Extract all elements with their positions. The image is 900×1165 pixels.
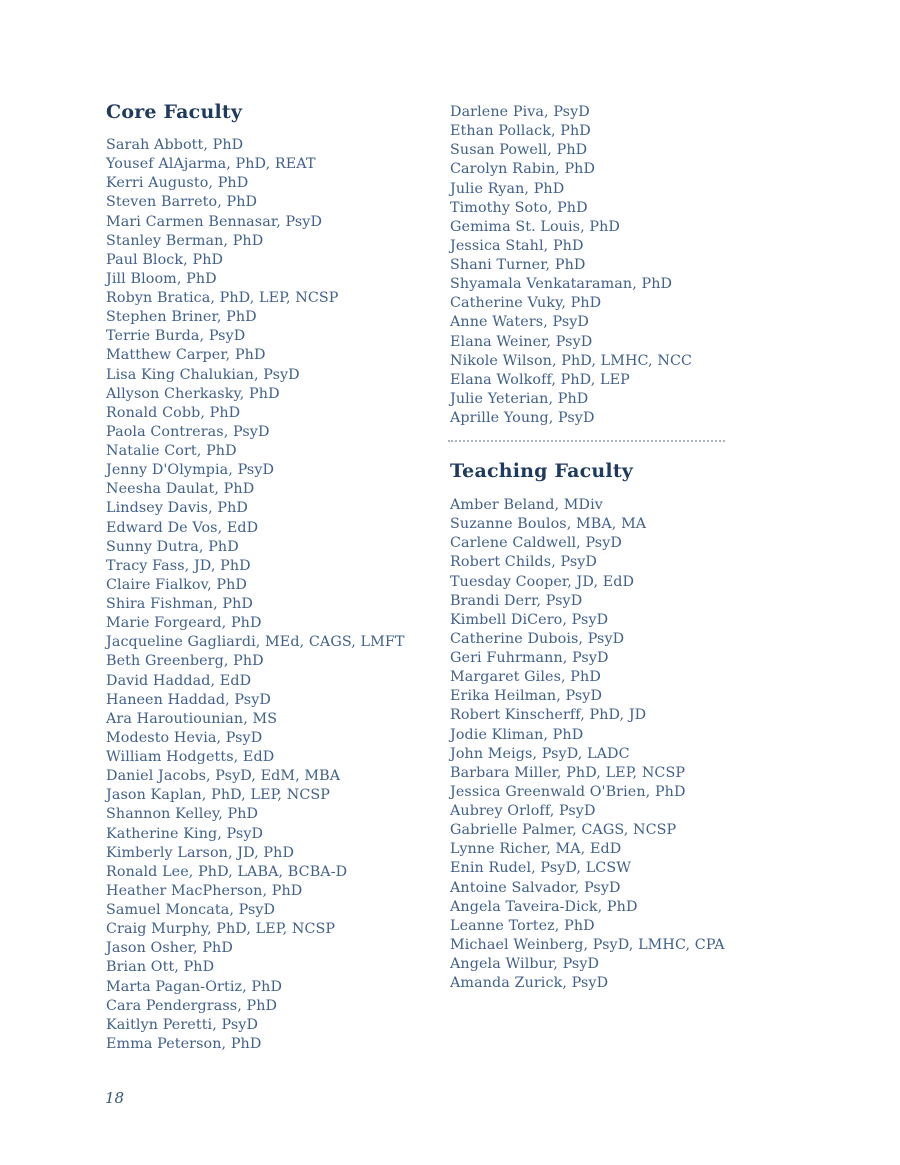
faculty-list-item: Emma Peterson, PhD [106, 1035, 262, 1052]
faculty-list-item: Ethan Pollack, PhD [450, 123, 591, 140]
faculty-list-item: Catherine Dubois, PsyD [450, 630, 625, 647]
faculty-list-item: Gabrielle Palmer, CAGS, NCSP [450, 822, 677, 839]
faculty-list-item: Jacqueline Gagliardi, MEd, CAGS, LMFT [106, 634, 405, 651]
faculty-list-item: Jill Bloom, PhD [106, 270, 217, 287]
faculty-list-item: Katherine King, PsyD [106, 825, 264, 842]
faculty-list-item: Robert Kinscherff, PhD, JD [450, 707, 647, 724]
faculty-list-item: Haneen Haddad, PsyD [106, 691, 271, 708]
faculty-list-item: Stanley Berman, PhD [106, 232, 264, 249]
faculty-list-item: Sunny Dutra, PhD [106, 538, 239, 555]
faculty-list-item: Matthew Carper, PhD [106, 347, 266, 364]
faculty-list-item: Angela Wilbur, PsyD [450, 956, 600, 972]
faculty-list-item: Kimbell DiCero, PsyD [450, 611, 609, 628]
page-number: 18 [105, 1089, 125, 1107]
faculty-list-item: Neesha Daulat, PhD [106, 481, 255, 498]
faculty-list-item: Terrie Burda, PsyD [106, 328, 246, 345]
faculty-list-item: Suzanne Boulos, MBA, MA [450, 516, 647, 533]
faculty-list-item: Kaitlyn Peretti, PsyD [106, 1016, 259, 1033]
faculty-list-item: David Haddad, EdD [106, 672, 252, 689]
faculty-list-item: Enin Rudel, PsyD, LCSW [450, 860, 632, 877]
faculty-list-item: Geri Fuhrmann, PsyD [450, 650, 609, 666]
faculty-list-item: Stephen Briner, PhD [106, 309, 257, 326]
faculty-list-item: Ara Haroutiounian, MS [106, 710, 278, 727]
faculty-list-item: Ronald Lee, PhD, LABA, BCBA-D [106, 863, 348, 880]
faculty-list-item: Margaret Giles, PhD [450, 669, 601, 686]
faculty-list-item: Brian Ott, PhD [106, 959, 215, 976]
faculty-list-item: Julie Yeterian, PhD [450, 390, 589, 407]
faculty-list-item: Elana Wolkoff, PhD, LEP [450, 371, 630, 388]
faculty-list-item: Timothy Soto, PhD [450, 199, 588, 216]
faculty-list-item: Marie Forgeard, PhD [106, 615, 262, 632]
faculty-list-item: Jenny D'Olympia, PsyD [106, 462, 275, 479]
faculty-list-item: Heather MacPherson, PhD [106, 882, 303, 899]
faculty-list-item: Anne Waters, PsyD [450, 314, 589, 331]
faculty-list-item: Jodie Kliman, PhD [450, 726, 584, 743]
faculty-list-item: Lindsey Davis, PhD [106, 500, 248, 517]
faculty-list-item: Susan Powell, PhD [450, 142, 588, 159]
faculty-list-item: Jessica Greenwald O'Brien, PhD [450, 783, 686, 800]
faculty-list-item: Cara Pendergrass, PhD [106, 997, 278, 1014]
faculty-list-item: Ronald Cobb, PhD [106, 404, 241, 421]
faculty-list-item: Lisa King Chalukian, PsyD [106, 366, 300, 383]
faculty-list-item: Angela Taveira-Dick, PhD [450, 898, 638, 915]
faculty-list-item: Natalie Cort, PhD [106, 443, 237, 459]
faculty-list-item: Michael Weinberg, PsyD, LMHC, CPA [450, 936, 725, 953]
faculty-list-item: Antoine Salvador, PsyD [450, 879, 621, 896]
faculty-list-item: Steven Barreto, PhD [106, 194, 258, 211]
faculty-list-item: Paul Block, PhD [106, 251, 224, 268]
faculty-list-item: Modesto Hevia, PsyD [106, 729, 263, 746]
faculty-list-item: Gemima St. Louis, PhD [450, 218, 620, 235]
faculty-list-item: Marta Pagan-Ortiz, PhD [106, 978, 283, 995]
faculty-list-item: Carolyn Rabin, PhD [450, 161, 596, 178]
faculty-list-item: Claire Fialkov, PhD [106, 576, 247, 593]
faculty-list-item: Tuesday Cooper, JD, EdD [450, 573, 635, 590]
faculty-list-item: Carlene Caldwell, PsyD [450, 535, 622, 552]
faculty-list-item: Kerri Augusto, PhD [106, 175, 249, 192]
faculty-list-item: Catherine Vuky, PhD [450, 295, 602, 312]
faculty-list-item: Yousef AlAjarma, PhD, REAT [106, 156, 316, 173]
faculty-list-item: Jessica Stahl, PhD [450, 237, 584, 254]
faculty-list-item: Craig Murphy, PhD, LEP, NCSP [106, 921, 336, 938]
faculty-list-item: John Meigs, PsyD, LADC [450, 745, 630, 762]
faculty-list-item: Amber Beland, MDiv [450, 497, 603, 513]
teaching-faculty-heading: Teaching Faculty [450, 460, 634, 482]
faculty-list-item: Erika Heilman, PsyD [450, 688, 603, 705]
faculty-list-item: Darlene Piva, PsyD [450, 104, 590, 120]
faculty-list-item: Shira Fishman, PhD [106, 596, 253, 612]
faculty-list-item: Aprille Young, PsyD [450, 410, 595, 426]
faculty-list-item: Daniel Jacobs, PsyD, EdM, MBA [106, 768, 341, 785]
faculty-list-item: Elana Weiner, PsyD [450, 333, 593, 350]
faculty-list-item: Mari Carmen Bennasar, PsyD [106, 213, 323, 230]
dotted-section-divider [448, 440, 725, 442]
faculty-list-item: Kimberly Larson, JD, PhD [106, 844, 295, 861]
faculty-list-item: Sarah Abbott, PhD [106, 137, 244, 153]
faculty-list-item: Beth Greenberg, PhD [106, 653, 264, 670]
core-faculty-list-column-1 [106, 136, 405, 1054]
faculty-list-item: Leanne Tortez, PhD [450, 917, 595, 934]
faculty-list-item: Shani Turner, PhD [450, 257, 586, 273]
core-faculty-list-column-2 [450, 103, 692, 428]
faculty-list-item: Aubrey Orloff, PsyD [450, 803, 596, 819]
faculty-list-item: Paola Contreras, PsyD [106, 423, 270, 440]
faculty-list-item: Barbara Miller, PhD, LEP, NCSP [450, 764, 686, 781]
core-faculty-heading: Core Faculty [106, 101, 243, 123]
faculty-list-item: Brandi Derr, PsyD [450, 592, 583, 609]
faculty-list-item: Robyn Bratica, PhD, LEP, NCSP [106, 290, 339, 306]
faculty-list-item: Allyson Cherkasky, PhD [106, 385, 280, 402]
faculty-list-item: Shyamala Venkataraman, PhD [450, 276, 673, 293]
faculty-list-item: Jason Osher, PhD [106, 940, 233, 957]
faculty-list-item: Shannon Kelley, PhD [106, 806, 259, 823]
faculty-list-item: Lynne Richer, MA, EdD [450, 841, 622, 858]
faculty-list-item: Edward De Vos, EdD [106, 519, 259, 536]
faculty-list-item: Jason Kaplan, PhD, LEP, NCSP [106, 787, 330, 804]
faculty-list-item: Samuel Moncata, PsyD [106, 902, 276, 918]
faculty-list-item: Julie Ryan, PhD [450, 180, 565, 197]
faculty-list-item: William Hodgetts, EdD [106, 749, 275, 765]
faculty-list-item: Nikole Wilson, PhD, LMHC, NCC [450, 352, 693, 369]
faculty-list-item: Amanda Zurick, PsyD [450, 975, 609, 992]
faculty-list-item: Robert Childs, PsyD [450, 554, 597, 571]
teaching-faculty-list [450, 496, 725, 993]
faculty-list-item: Tracy Fass, JD, PhD [106, 557, 251, 574]
